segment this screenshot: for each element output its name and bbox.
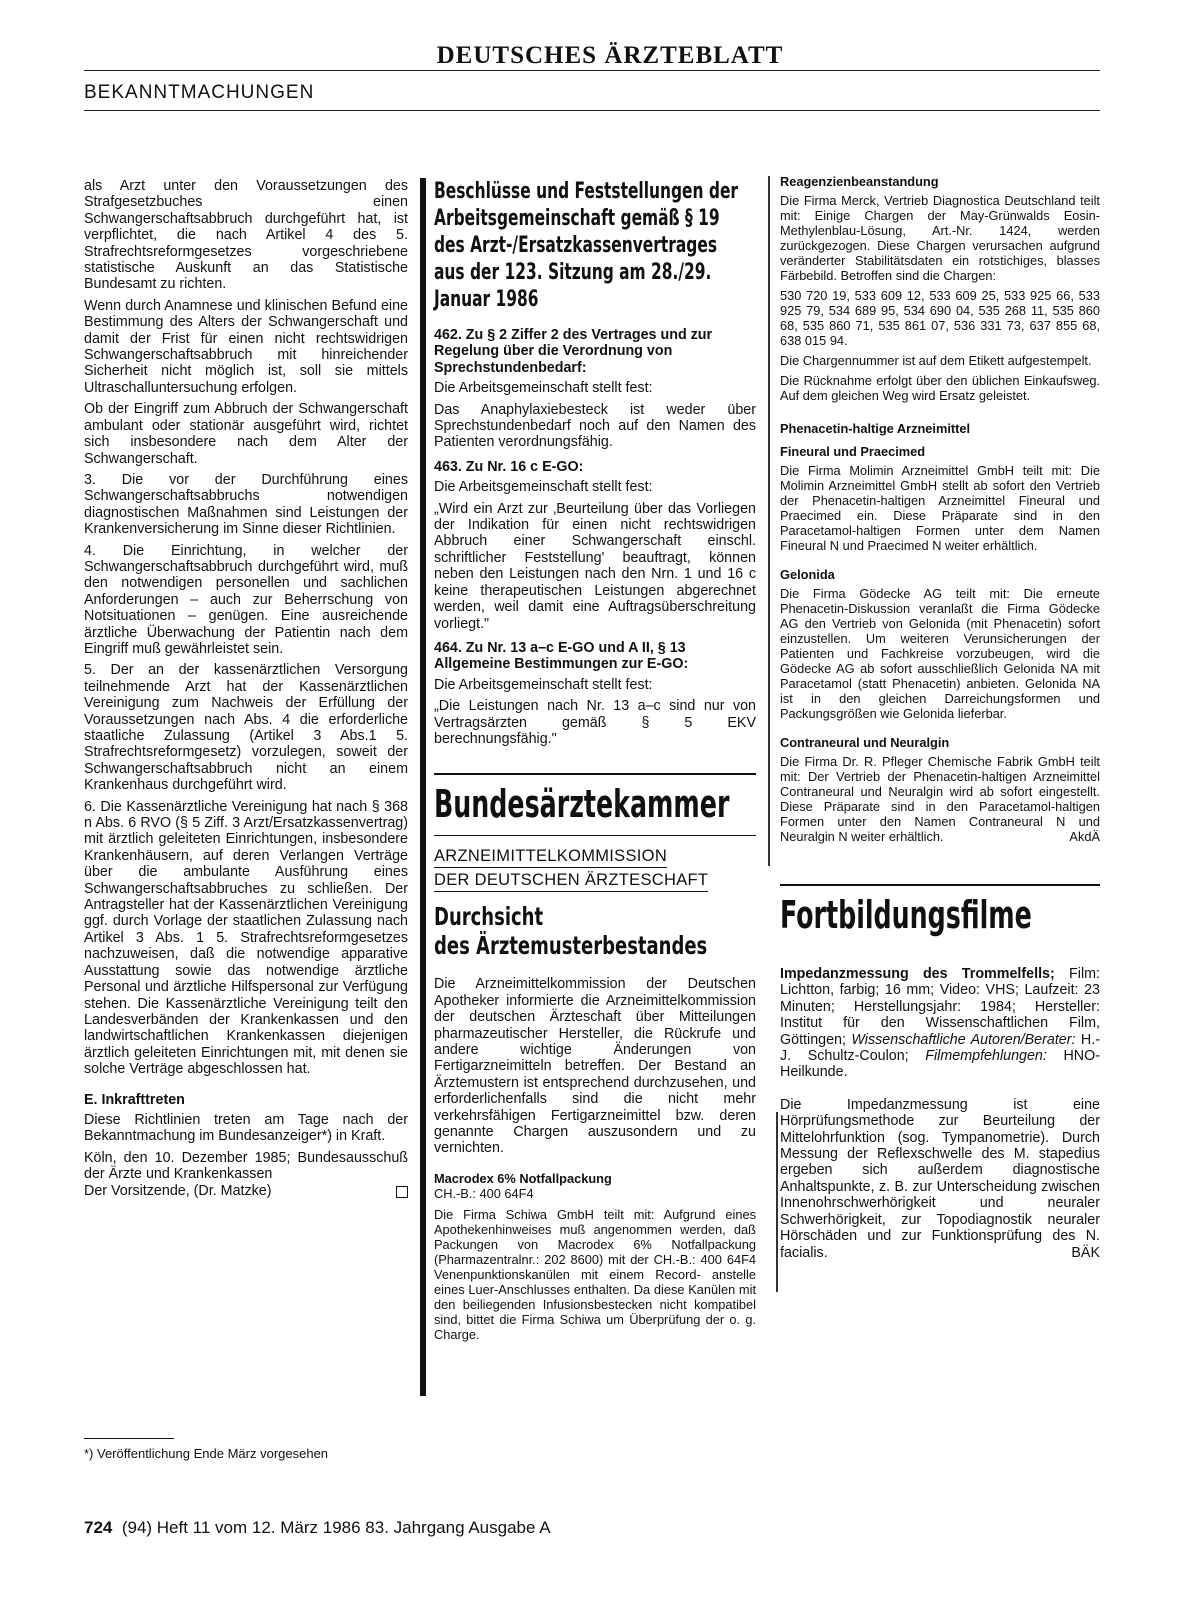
signature-text: Der Vorsitzende, (Dr. Matzke): [84, 1182, 272, 1199]
paragraph: Die Chargennummer ist auf dem Etikett aufgestempelt.: [780, 353, 1092, 368]
paragraph: Die Rücknahme erfolgt über den üblichen Einkaufsweg. Auf dem gleichen Weg wird Ersatz geleistet.: [780, 373, 1100, 403]
heading-gelonida: Gelonida: [780, 567, 835, 582]
paragraph: Die Firma Gödecke AG teilt mit: Die erneute Phenacetin-Diskussion veranlaßt die Firma Gödecke AG den Vertrieb von Gelonida (mit Phenacetin) sofort einzustellen. Um weiteren Verunsicherungen der Patienten und Fachkreise vorzubeugen, wird die Gödecke AG ab sofort ausschließlich Gelonida NA mit Paracetamol (statt Phenacetin) anbieten. Gelonida NA ist in den gleichen Darreichungsformen und Packungsgrößen wie Gelonida lieferbar.: [780, 586, 1100, 721]
footnote: *) Veröffentlichung Ende März vorgesehen: [84, 1446, 329, 1461]
paragraph: Die Arzneimittelkommission der Deutschen Apotheker informierte die Arzneimittelkommission der deutschen Ärzteschaft über Mitteilungen pharmazeutischer Hersteller, die Rückrufe und andere wichtige Änderungen von Fertigarzneimitteln betreffen. Der Bestand an Ärztemustern ist entsprechend durchzusehen, und erforderlichenfalls sind die nicht mehr verkehrsfähigen Fertigarzneimittel bzw. deren genannte Chargen auszusondern und zu vernichten.: [434, 976, 756, 1157]
paragraph: „Wird ein Arzt zur ‚Beurteilung über das Vorliegen der Indikation für einen nicht rechtswidrigen Abbruch einer Schwangerschaft einschl. schriftlicher Feststellung' beauftragt, können neben den Leistungen nach den Nrn. 1 und 16 c keine therapeutischen Leistungen abgerechnet werden, weil damit eine Auftragsüberschreitung vorliegt.": [434, 500, 756, 632]
column-divider-line-lower: [776, 1112, 778, 1292]
charge-list: 530 720 19, 533 609 12, 533 609 25, 533 925 66, 533 925 79, 534 689 95, 534 690 04, 535 268 11, 535 860 68, 535 860 71, 535 861 07, 536 331 73, 637 855 68, 638 015 94.: [780, 288, 1100, 348]
signature-akd: AkdÄ: [1069, 829, 1100, 844]
column-3: [780, 174, 1100, 1266]
article-headline: Beschlüsse und Feststellungen der Arbeitsgemeinschaft gemäß § 19 des Arzt-/Ersatzkassenvertrages aus der 123. Sitzung am 28./29. Januar 1986: [434, 179, 739, 312]
film-meta: Film: Lichtton, farbig; 16 mm; Video: VHS; Laufzeit: 23 Minuten; Herstellungsjahr: 1984; Hersteller: Institut für den Wissenschaftlichen Film, Göttingen;: [780, 966, 1100, 1048]
footnote-rule: [84, 1438, 174, 1439]
paragraph: „Die Leistungen nach Nr. 13 a–c sind nur von Vertragsärzten gemäß § 5 EKV berechnungsfähig.": [434, 698, 756, 747]
paragraph: [780, 754, 1100, 844]
film-title: Impedanzmessung des Trommelfells;: [780, 966, 1055, 982]
durchsicht-heading-line2: des Ärztemusterbestandes: [434, 931, 708, 961]
paragraph-text: Die Firma Dr. R. Pfleger Chemische Fabrik GmbH teilt mit: Der Vertrieb der Phenacetin-haltigen Arzneimittel Contraneural und Neuralgin wird ab sofort eingestellt. Diese Präparate sind in den Paracetamol-haltigen Formen unter den Namen Contraneural N und Neuralgin N weiter erhältlich.: [780, 754, 1100, 844]
akd-label-2-text: DER DEUTSCHEN ÄRZTESCHAFT: [434, 870, 708, 892]
film-meta: H.-J. Schultz-Coulon;: [780, 1031, 1100, 1065]
heading-phenacetin: Phenacetin-haltige Arzneimittel: [780, 421, 971, 436]
heading-macrodex: Macrodex 6% Notfallpackung: [434, 1170, 612, 1186]
paragraph: Ob der Eingriff zum Abbruch der Schwangerschaft ambulant oder stationär ausgeführt wird, richtet sich insbesondere nach dem Alter der Schwangerschaft.: [84, 401, 408, 467]
bundesaerztekammer-heading: Bundesärztekammer: [434, 782, 730, 827]
film-info: [780, 966, 1100, 1081]
paragraph: 4. Die Einrichtung, in welcher der Schwangerschaftsabbruch durchgeführt wird, muß den notwendigen personellen und sachlichen Anforderungen – auch zur Beherrschung von Notsituationen – genügen. Eine ausreichende ärztliche Überwachung der Patientin nach dem Eingriff muß gewährleistet sein.: [84, 542, 408, 657]
heading-462: 462. Zu § 2 Ziffer 2 des Vertrages und zur Regelung über die Verordnung von Sprechstundenbedarf:: [434, 327, 713, 376]
film-entry: [780, 966, 1100, 1261]
paragraph: Die Firma Schiwa GmbH teilt mit: Aufgrund eines Apothekenhinweises muß angenommen werden, daß Packungen von Macrodex 6% Notfallpackung (Pharmazentralnr.: 202 8600) mit der CH.-B.: 400 64F4 Venenpunktionskanülen mit einem Record- anstelle eines Luer-Anschlusses enthalten. Da diese Kanülen mit den beiliegenden Infusionsbestecken nicht kompatibel sind, bittet die Firma Schiwa um Überprüfung der o. g. Charge.: [434, 1206, 756, 1342]
signature-line: [84, 1183, 408, 1199]
section-rule: [84, 110, 1100, 111]
heading-inkrafttreten: E. Inkrafttreten: [84, 1091, 185, 1108]
paragraph: Die Firma Merck, Vertrieb Diagnostica Deutschland teilt mit: Einige Chargen der May-Grünwalds Eosin-Methylenblau-Lösung, Art.-Nr. 1424, werden zurückgezogen. Diese Chargen verursachen aufgrund veränderter Stabilitätsdaten ein rotstichiges, blasses Färbebild. Betroffen sind die Chargen:: [780, 193, 1100, 283]
paragraph: als Arzt unter den Voraussetzungen des Strafgesetzbuches einen Schwangerschaftsabbruch durchgeführt hat, ist verpflichtet, die nach Artikel 4 des 5. Strafrechtsreformgesetzes vorgeschriebene statistische Auskunft an das Statistische Bundesamt zu richten.: [84, 178, 408, 293]
masthead-title: DEUTSCHES ÄRZTEBLATT: [436, 42, 784, 69]
section-rule: [434, 773, 756, 775]
page-footer: [84, 1518, 551, 1538]
akd-label-1: [434, 846, 756, 868]
paragraph: 5. Der an der kassenärztlichen Versorgung teilnehmende Arzt hat der Kassenärztlichen Vereinigung zum Nachweis der Erfüllung der Voraussetzungen nach Abs. 4 die erforderliche staatliche Zulassung (Artikel 3 Abs.1 5. Strafrechtsreformgesetz) vorzulegen, soweit der Schwangerschaftsabbruch nicht an einem Krankenhaus durchgeführt wird.: [84, 662, 408, 794]
fortbildungsfilme-heading: Fortbildungsfilme: [780, 893, 1032, 937]
film-meta: HNO-Heilkunde.: [780, 1048, 1100, 1081]
heading-463: 463. Zu Nr. 16 c E-GO:: [434, 458, 584, 475]
paragraph: Die Arbeitsgemeinschaft stellt fest:: [434, 380, 653, 397]
masthead-rule: [84, 70, 1100, 71]
charge-number: CH.-B.: 400 64F4: [434, 1185, 534, 1201]
section-rule: [434, 835, 756, 836]
section-rule: [780, 884, 1100, 886]
paragraph: Wenn durch Anamnese und klinischen Befund eine Bestimmung des Alters der Schwangerschaft und damit der Frist für einen nicht rechtswidrigen Schwangerschaftsabbruch mit hinreichender Sicherheit nicht möglich ist, soll sie mittels Ultraschalluntersuchung erfolgen.: [84, 297, 408, 396]
page-number: 724: [84, 1518, 113, 1537]
akd-label-1-text: ARZNEIMITTELKOMMISSION: [434, 846, 667, 868]
end-mark-icon: [396, 1186, 408, 1198]
film-meta-label: Filmempfehlungen:: [925, 1048, 1047, 1065]
paragraph: Das Anaphylaxiebesteck ist weder über Sprechstundenbedarf noch auf den Namen des Patienten verordnungsfähig.: [434, 401, 756, 451]
paragraph: Köln, den 10. Dezember 1985; Bundesausschuß der Ärzte und Krankenkassen: [84, 1149, 408, 1183]
paragraph: 6. Die Kassenärztliche Vereinigung hat nach § 368 n Abs. 6 RVO (§ 5 Ziff. 3 Arzt/Ersatzkassenvertrag) mit ärztlich geleiteten Einrichtungen, insbesondere Krankenhäusern, auf deren Verlangen Verträge über die ambulante Ausführung eines Schwangerschaftsabbruches zu schließen. Der Antragsteller hat der Kassenärztlichen Vereinigung ggf. durch Vorlage der staatlichen Zulassung nach Artikel 3 Abs. 1 5. Strafrechtsreformgesetzes nachzuweisen, daß die notwendige apparative Ausstattung sowie das notwendige ärztliche Personal und ärztliche Hilfspersonal zur Verfügung stehen. Die Kassenärztliche Vereinigung teilt den Landesverbänden der Krankenkassen und den landwirtschaftlichen Krankenkassen diejenigen ärztlich geleiteten Einrichtungen mit, mit denen sie solche Verträge abgeschlossen hat.: [84, 798, 408, 1078]
durchsicht-heading-line1: Durchsicht: [434, 902, 544, 932]
paragraph: Die Firma Molimin Arzneimittel GmbH teilt mit: Die Molimin Arzneimittel GmbH stellt ab sofort den Vertrieb der Phenacetin-haltigen Arzneimittel Fineural und Praecimed ein. Diese Präparate sind in den Paracetamol-haltigen Formen unter dem Namen Fineural N und Praecimed N weiter erhältlich.: [780, 463, 1100, 553]
paragraph-text: Die Impedanzmessung ist eine Hörprüfungsmethode zur Beurteilung der Mittelohrfunktion (sog. Tympanometrie). Durch Messung der Reflexschwelle des M. stapedius ergeben sich außerdem diagnostische Anhaltspunkte, z. B. zur Unterscheidung zwischen Innenohrschwerhörigkeit und neuraler Schwerhörigkeit, zur Topodiagnostik neuraler Hörschäden und zur Funktionsprüfung des N. facialis.: [780, 1096, 1100, 1261]
section-label: BEKANNTMACHUNGEN: [84, 82, 315, 103]
akd-label-2: [434, 870, 756, 892]
durchsicht-heading: [434, 902, 754, 960]
column-divider-line: [768, 176, 770, 866]
heading-fineural: Fineural und Praecimed: [780, 444, 926, 459]
paragraph: Die Arbeitsgemeinschaft stellt fest:: [434, 676, 653, 693]
column-1: [84, 178, 408, 1204]
paragraph: [780, 1097, 1100, 1261]
heading-reagenzien: Reagenzienbeanstandung: [780, 174, 939, 189]
signature-baek: BÄK: [1071, 1244, 1100, 1261]
paragraph: Diese Richtlinien treten am Tage nach der Bekanntmachung im Bundesanzeiger*) in Kraft.: [84, 1111, 408, 1145]
paragraph: Die Arbeitsgemeinschaft stellt fest:: [434, 479, 653, 496]
film-meta-label: Wissenschaftliche Autoren/Berater:: [851, 1031, 1076, 1048]
heading-464: 464. Zu Nr. 13 a–c E-GO und A II, § 13 Allgemeine Bestimmungen zur E-GO:: [434, 639, 689, 673]
column-2: [434, 178, 756, 1347]
heading-contraneural: Contraneural und Neuralgin: [780, 735, 950, 750]
issue-info: (94) Heft 11 vom 12. März 1986 83. Jahrgang Ausgabe A: [121, 1518, 551, 1537]
paragraph: 3. Die vor der Durchführung eines Schwangerschaftsabbruchs notwendigen diagnostischen Maßnahmen sind Leistungen der Krankenversicherung im Sinne dieser Richtlinien.: [84, 471, 408, 538]
column-divider-bar: [420, 178, 426, 1396]
